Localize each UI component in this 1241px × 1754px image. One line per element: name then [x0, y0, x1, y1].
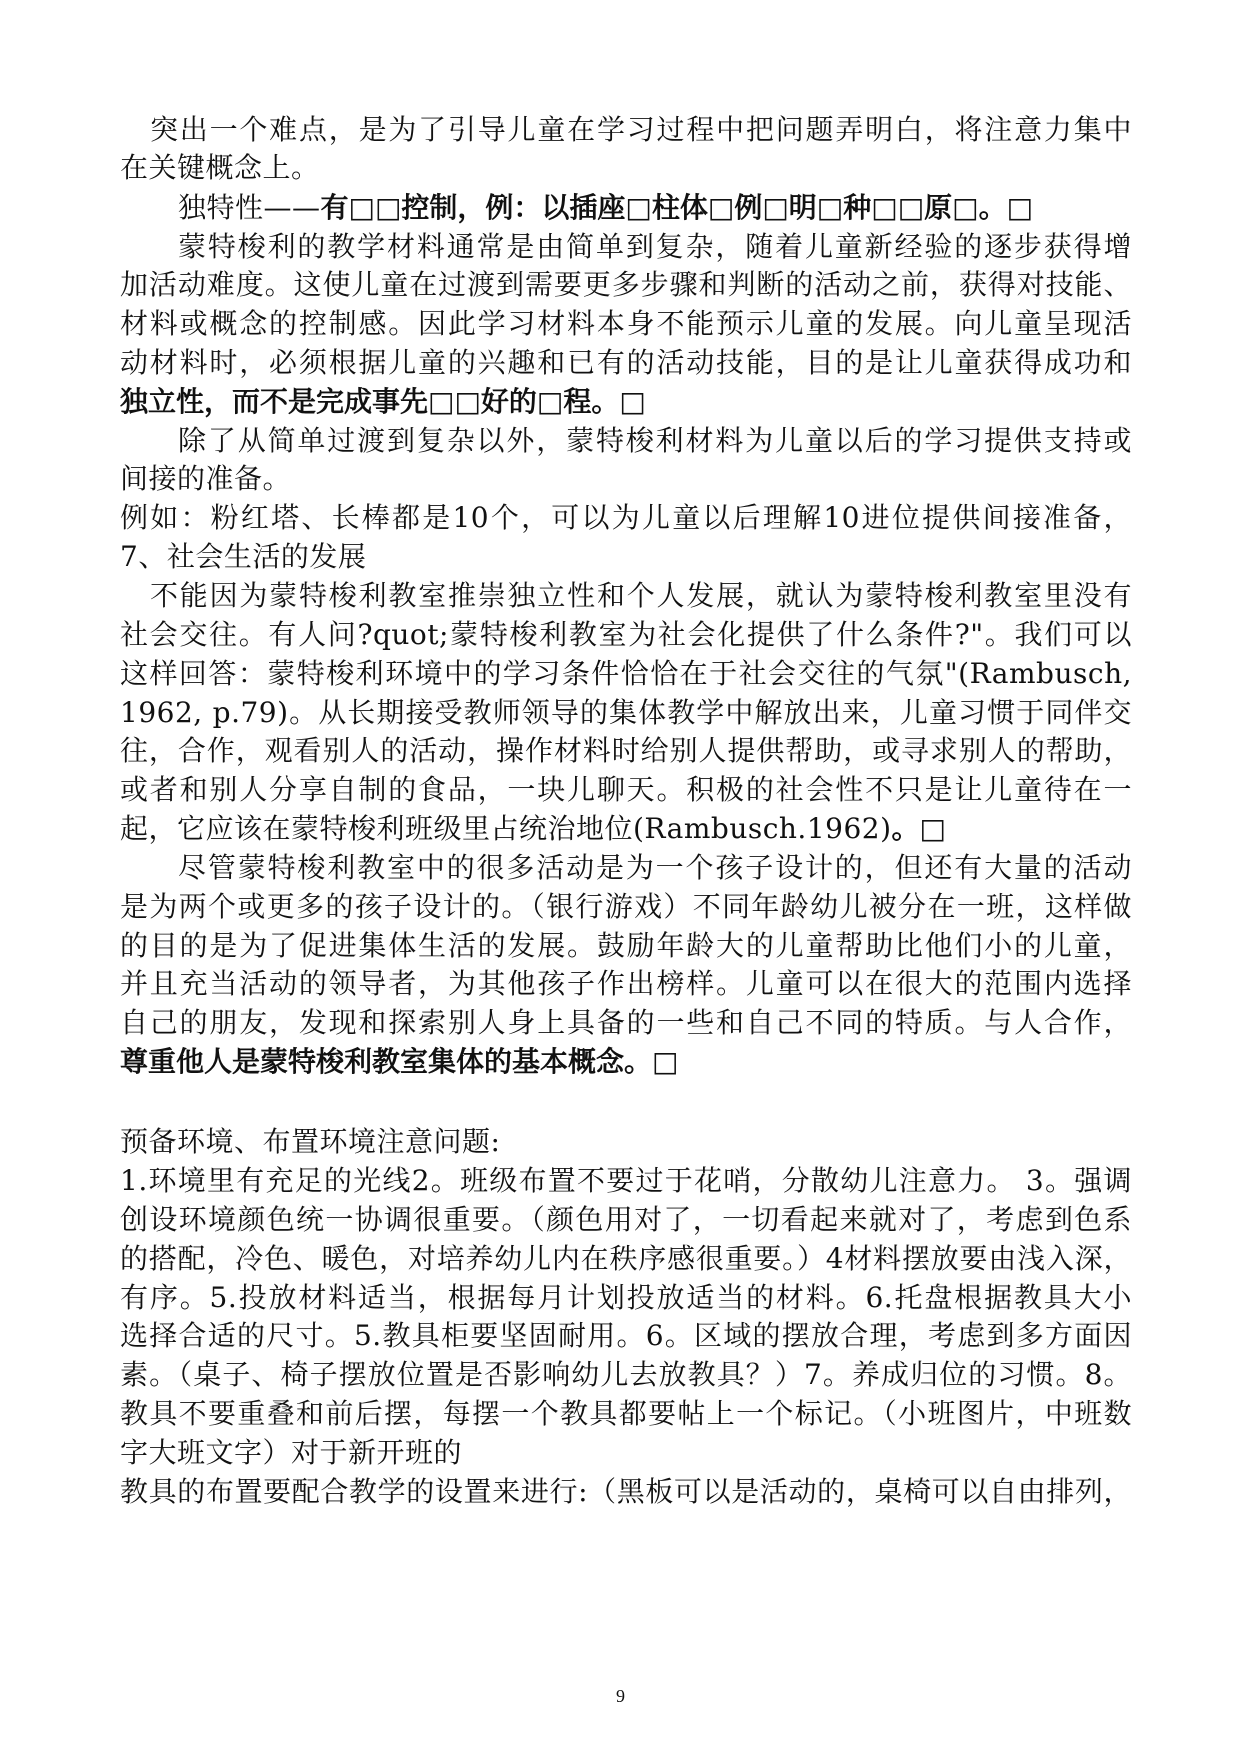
text-line: 的目的是为了促进集体生活的发展。鼓励年龄大的儿童帮助比他们小的儿童，: [120, 929, 1132, 962]
text-line: 的搭配，冷色、暖色，对培养幼儿内在秩序感很重要。）4材料摆放要由浅入深，: [120, 1242, 1132, 1275]
text-line: 往，合作，观看别人的活动，操作材料时给别人提供帮助，或寻求别人的帮助，: [120, 734, 1132, 767]
text-span: 起，它应该在蒙特梭利班级里占统治地位(Rambusch.1962): [120, 812, 892, 845]
bold-text-line: 独立性，而不是完成事先□□好的□程。□: [120, 385, 646, 418]
garbled-bold-text: 有□□控制，例：以插座□柱体□例□明□种□□原□。□: [320, 191, 1034, 224]
text-line: [120, 811, 1132, 847]
section-heading: 7、社会生活的发展: [120, 540, 367, 573]
text-line: 是为两个或更多的孩子设计的。（银行游戏）不同年龄幼儿被分在一班，这样做: [120, 890, 1132, 923]
text-line: 并且充当活动的领导者，为其他孩子作出榜样。儿童可以在很大的范围内选择: [120, 967, 1132, 1000]
text-line: 突出一个难点，是为了引导儿童在学习过程中把问题弄明白，将注意力集中: [150, 113, 1132, 146]
text-line: 不能因为蒙特梭利教室推崇独立性和个人发展，就认为蒙特梭利教室里没有: [150, 579, 1132, 612]
text-line: 自己的朋友，发现和探索别人身上具备的一些和自己不同的特质。与人合作，: [120, 1006, 1132, 1039]
text-line: 材料或概念的控制感。因此学习材料本身不能预示儿童的发展。向儿童呈现活: [120, 307, 1132, 340]
text-line: 这样回答：蒙特梭利环境中的学习条件恰恰在于社会交往的气氛"(Rambusch,: [120, 657, 1132, 690]
text-line: [178, 190, 1132, 226]
text-line: 1962, p.79)。从长期接受教师领导的集体教学中解放出来，儿童习惯于同伴交: [120, 696, 1132, 729]
text-line: 动材料时，必须根据儿童的兴趣和已有的活动技能，目的是让儿童获得成功和: [120, 346, 1132, 379]
text-line: 选择合适的尺寸。5.教具柜要坚固耐用。6。区域的摆放合理，考虑到多方面因: [120, 1319, 1132, 1352]
page-number: 9: [616, 1686, 625, 1706]
text-line: 间接的准备。: [120, 462, 292, 495]
text-line: 尽管蒙特梭利教室中的很多活动是为一个孩子设计的，但还有大量的活动: [178, 851, 1132, 884]
text-line: 教具的布置要配合教学的设置来进行:（黑板可以是活动的，桌椅可以自由排列，: [120, 1475, 1132, 1508]
text-line: 例如：粉红塔、长棒都是10个，可以为儿童以后理解10进位提供间接准备，: [120, 501, 1132, 534]
text-span: 独特性——: [178, 191, 321, 224]
section-heading: 预备环境、布置环境注意问题:: [120, 1125, 501, 1158]
text-line: 加活动难度。这使儿童在过渡到需要更多步骤和判断的活动之前，获得对技能、: [120, 268, 1132, 301]
garbled-bold-text: 。□: [891, 812, 946, 845]
text-line: 素。（桌子、椅子摆放位置是否影响幼儿去放教具？）7。养成归位的习惯。8。: [120, 1358, 1132, 1391]
text-line: 在关键概念上。: [120, 151, 320, 184]
text-line: 有序。5.投放材料适当，根据每月计划投放适当的材料。6.托盘根据教具大小: [120, 1281, 1132, 1314]
text-line: 除了从简单过渡到复杂以外，蒙特梭利材料为儿童以后的学习提供支持或: [178, 424, 1132, 457]
text-line: 字大班文字）对于新开班的: [120, 1436, 463, 1469]
text-line: 教具不要重叠和前后摆，每摆一个教具都要帖上一个标记。（小班图片，中班数: [120, 1397, 1132, 1430]
text-line: 蒙特梭利的教学材料通常是由简单到复杂，随着儿童新经验的逐步获得增: [178, 230, 1132, 263]
bold-text-line: 尊重他人是蒙特梭利教室集体的基本概念。□: [120, 1045, 679, 1078]
text-line: 创设环境颜色统一协调很重要。（颜色用对了，一切看起来就对了，考虑到色系: [120, 1203, 1132, 1236]
text-line: 或者和别人分享自制的食品，一块儿聊天。积极的社会性不只是让儿童待在一: [120, 773, 1132, 806]
text-line: 1.环境里有充足的光线2。班级布置不要过于花哨，分散幼儿注意力。 3。强调: [120, 1164, 1132, 1197]
text-line: 社会交往。有人问?quot;蒙特梭利教室为社会化提供了什么条件?"。我们可以: [120, 618, 1132, 651]
